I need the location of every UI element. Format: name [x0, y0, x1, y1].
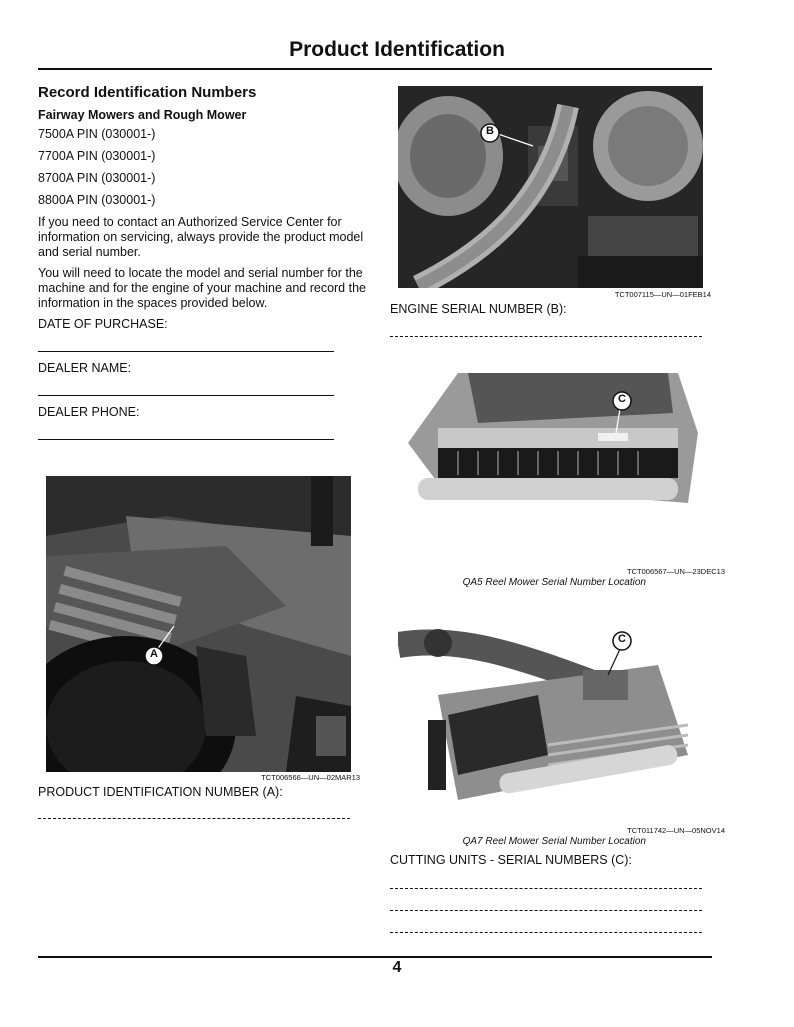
figure-c1-caption: QA5 Reel Mower Serial Number Location [462, 577, 646, 588]
dealer-name-field[interactable] [38, 395, 334, 396]
page-number: 4 [392, 959, 402, 976]
pin-label: PRODUCT IDENTIFICATION NUMBER (A): [38, 785, 283, 799]
figure-c2-photo [398, 625, 703, 825]
page-title: Product Identification [289, 38, 505, 61]
figure-b-photo [398, 86, 703, 288]
model-pin-7500a: 7500A PIN (030001-) [38, 127, 156, 141]
figure-c1-id: TCT006567—UN—23DEC13 [627, 567, 725, 576]
model-pin-8700a: 8700A PIN (030001-) [38, 171, 156, 185]
figure-a-id: TCT006566—UN—02MAR13 [261, 773, 360, 782]
engine-serial-label: ENGINE SERIAL NUMBER (B): [390, 302, 567, 316]
date-of-purchase-field[interactable] [38, 351, 334, 352]
figure-c1-photo [398, 373, 703, 528]
cutting-units-label: CUTTING UNITS - SERIAL NUMBERS (C): [390, 853, 632, 867]
model-pin-7700a: 7700A PIN (030001-) [38, 149, 156, 163]
figure-c2-id: TCT011742—UN—05NOV14 [627, 826, 725, 835]
locate-paragraph: You will need to locate the model and serial number for the machine and for the engine of your machine and record the information in the spaces provided below. [38, 266, 366, 310]
figure-c2-caption: QA7 Reel Mower Serial Number Location [462, 836, 646, 847]
section-heading: Record Identification Numbers [38, 84, 257, 101]
engine-serial-field[interactable] [390, 336, 702, 337]
subheading: Fairway Mowers and Rough Mower [38, 108, 247, 122]
dealer-phone-field[interactable] [38, 439, 334, 440]
callout-c-qa5: C [618, 393, 626, 405]
figure-b-id: TCT007115—UN—01FEB14 [614, 290, 711, 299]
dealer-phone-label: DEALER PHONE: [38, 405, 140, 419]
footer-rule [38, 956, 712, 958]
cutting-unit-field-3[interactable] [390, 932, 702, 933]
figure-a-photo [46, 476, 351, 772]
cutting-unit-field-2[interactable] [390, 910, 702, 911]
callout-c-qa7: C [618, 633, 626, 645]
model-pin-8800a: 8800A PIN (030001-) [38, 193, 156, 207]
callout-b: B [486, 125, 494, 137]
date-of-purchase-label: DATE OF PURCHASE: [38, 317, 168, 331]
pin-field[interactable] [38, 818, 350, 819]
callout-a: A [150, 648, 158, 660]
header-rule [38, 68, 712, 70]
cutting-unit-field-1[interactable] [390, 888, 702, 889]
dealer-name-label: DEALER NAME: [38, 361, 132, 375]
service-paragraph: If you need to contact an Authorized Service Center for information on servicing, always provide the product model and serial number. [38, 215, 364, 259]
